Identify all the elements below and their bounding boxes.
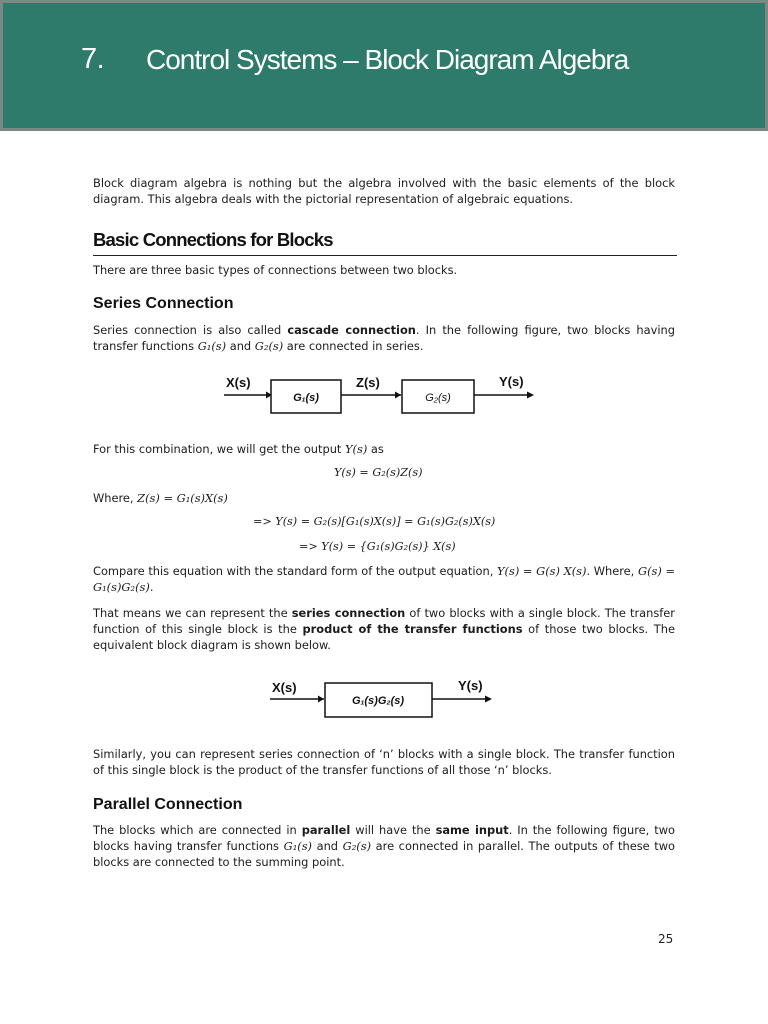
diagram1-block-g1-label: G₁(s) [293, 392, 319, 404]
chapter-title: Control Systems – Block Diagram Algebra [146, 44, 629, 75]
series-block-diagram [220, 370, 540, 420]
diagram1-y-label: Y(s) [499, 374, 524, 389]
compare-paragraph: Compare this equation with the standard form of the output equation, Y(s) = G(s) X(s). Where, G(s) = G₁(s)G₂(s). [93, 564, 676, 594]
heading-rule [93, 255, 677, 256]
where-z-sentence: Where, Z(s) = G₁(s)X(s) [93, 491, 228, 505]
diagram2-block-label: G₁(s)G₂(s) [351, 695, 405, 707]
parallel-paragraph: The blocks which are connected in parallel will have the same input. In the following figure, two blocks having transfer functions G₁(s) and G₂(s) are connected in parallel. The outputs of these two blocks are connected to the summing point. [93, 823, 676, 869]
diagram1-x-label: X(s) [226, 375, 251, 390]
diagram2-y-label: Y(s) [458, 678, 483, 693]
diagram2-output-arrowhead [485, 696, 492, 703]
series-summary-paragraph: That means we can represent the series connection of two blocks with a single block. The transfer function of this single block is the product of the transfer functions of those two blocks. The equivalent block diagram is shown below. [93, 606, 675, 652]
chapter-header [0, 0, 768, 131]
equivalent-block-diagram [268, 674, 500, 722]
diagram1-middle-arrowhead [395, 392, 401, 399]
series-heading: Series Connection [93, 295, 234, 312]
series-paragraph: Series connection is also called cascade connection. In the following figure, two blocks having transfer functions G₁(s) and G₂(s) are connected in series. [93, 323, 675, 353]
diagram1-block-g2-label: G₂(s) [425, 392, 451, 404]
cascade-connection-term: cascade connection [287, 323, 416, 337]
equation-substitution: => Y(s) = G₂(s)[G₁(s)X(s)] = G₁(s)G₂(s)X(s) [253, 515, 496, 528]
basic-connections-text: There are three basic types of connections between two blocks. [93, 263, 458, 277]
equation-y-g2z: Y(s) = G₂(s)Z(s) [334, 466, 423, 479]
page-number: 25 [658, 932, 674, 946]
basic-connections-section [93, 229, 677, 256]
intro-paragraph: Block diagram algebra is nothing but the algebra involved with the basic elements of the block diagram. This algebra deals with the pictorial representation of algebraic equations. [93, 176, 675, 206]
diagram2-x-label: X(s) [272, 680, 297, 695]
equation-product: => Y(s) = {G₁(s)G₂(s)} X(s) [299, 540, 456, 553]
basic-connections-heading: Basic Connections for Blocks [93, 229, 333, 250]
chapter-number: 7. [81, 43, 105, 75]
diagram1-output-arrowhead [527, 392, 534, 399]
diagram1-z-label: Z(s) [356, 375, 380, 390]
output-sentence: For this combination, we will get the output Y(s) as [93, 442, 384, 456]
similarly-paragraph: Similarly, you can represent series connection of ‘n’ blocks with a single block. The transfer function of this single block is the product of the transfer functions of all those ‘n’ blocks. [93, 747, 675, 777]
parallel-heading: Parallel Connection [93, 796, 243, 813]
diagram2-input-arrowhead [318, 696, 324, 703]
